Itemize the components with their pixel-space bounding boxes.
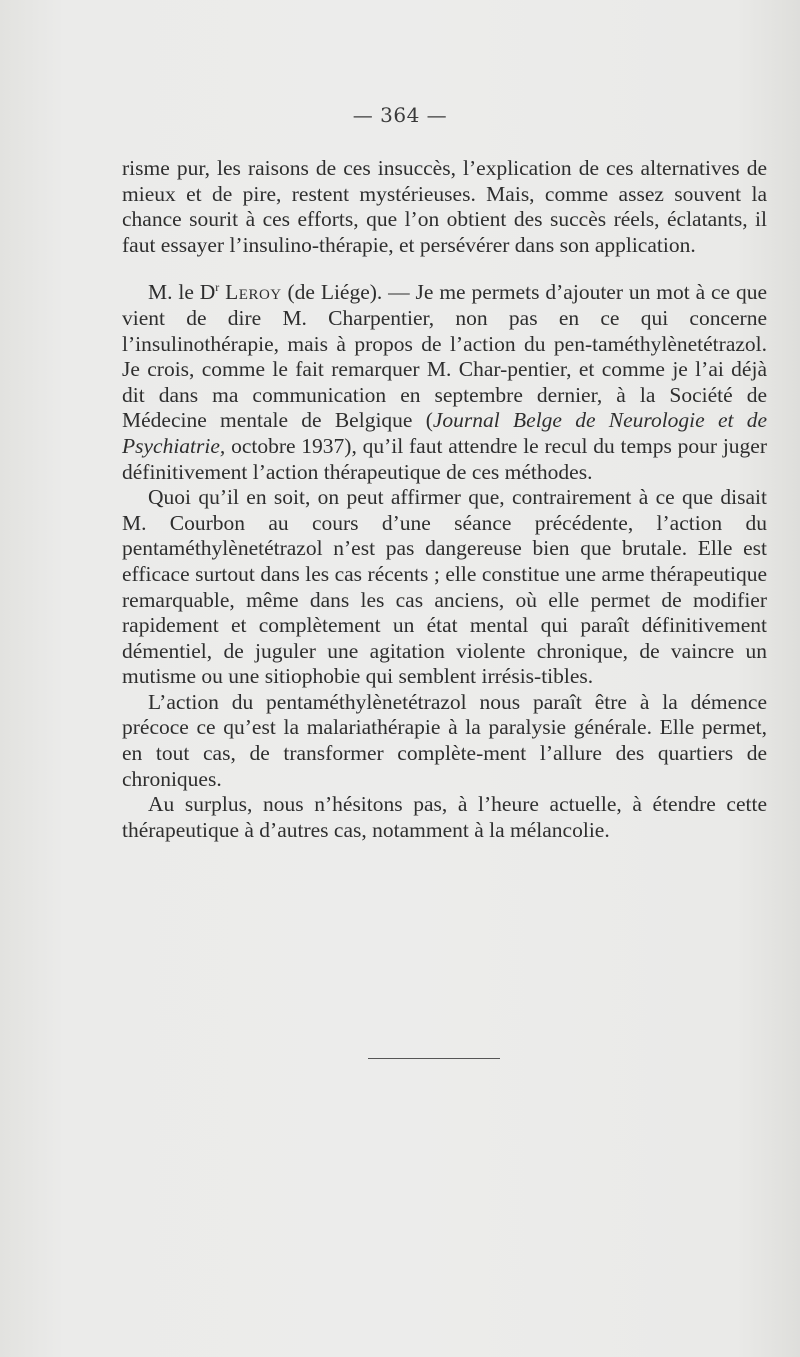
paragraph-2-text-a: (de Liége). — Je me permets d’ajouter un mot à ce que vient de dire M. Charpentier, non pas en ce qui concerne l’insulinothérapie, mais à propos de l’action du pen-taméthylènetétrazol. Je crois, comme le fait remarquer M. Char-pentier, et comme je l’ai déjà dit dans ma communication en septembre dernier, à la Société de Médecine mentale de Belgique ( (122, 280, 767, 433)
paragraph-2 (122, 280, 767, 485)
paragraph-5: Au surplus, nous n’hésitons pas, à l’heure actuelle, à étendre cette thérapeutique à d’autres cas, notamment à la mélancolie. (122, 792, 767, 842)
body-text (122, 156, 767, 843)
paragraph-2-text-b: octobre 1937), qu’il faut attendre le recul du temps pour juger définitivement l’action thérapeutique de ces méthodes. (122, 433, 767, 484)
journal-title: Journal Belge de Neurologie et de Psychiatrie, (122, 408, 768, 458)
paragraph-1: risme pur, les raisons de ces insuccès, l’explication de ces alternatives de mieux et de pire, restent mystérieuses. Mais, comme assez souvent la chance sourit à ces efforts, que l’on obtient des succès réels, éclatants, il faut essayer l’insulino-thérapie, et persévérer dans son application. (122, 156, 767, 257)
end-rule-divider (368, 1058, 500, 1059)
speaker-title-superscript: r (215, 280, 220, 295)
page-number: — 364 — (352, 103, 448, 127)
speaker-prefix: M. le D (148, 280, 216, 305)
paragraph-4: L’action du pentaméthylènetétrazol nous paraît être à la démence précoce ce qu’est la malariathérapie à la paralysie générale. Elle permet, en tout cas, de transformer complète-ment l’allure des quartiers de chroniques. (122, 689, 767, 791)
paragraph-3: Quoi qu’il en soit, on peut affirmer que, contrairement à ce que disait M. Courbon au cours d’une séance précédente, l’action du pentaméthylènetétrazol n’est pas dangereuse bien que brutale. Elle est efficace surtout dans les cas récents ; elle constitue une arme thérapeutique remarquable, même dans les cas anciens, où elle permet de modifier rapidement et complètement un état mental qui paraît définitivement démentiel, de juguler une agitation violente chronique, de vaincre un mutisme ou une sitiophobie qui semblent irrésis-tibles. (122, 485, 767, 689)
speaker-name: Leroy (225, 280, 282, 305)
